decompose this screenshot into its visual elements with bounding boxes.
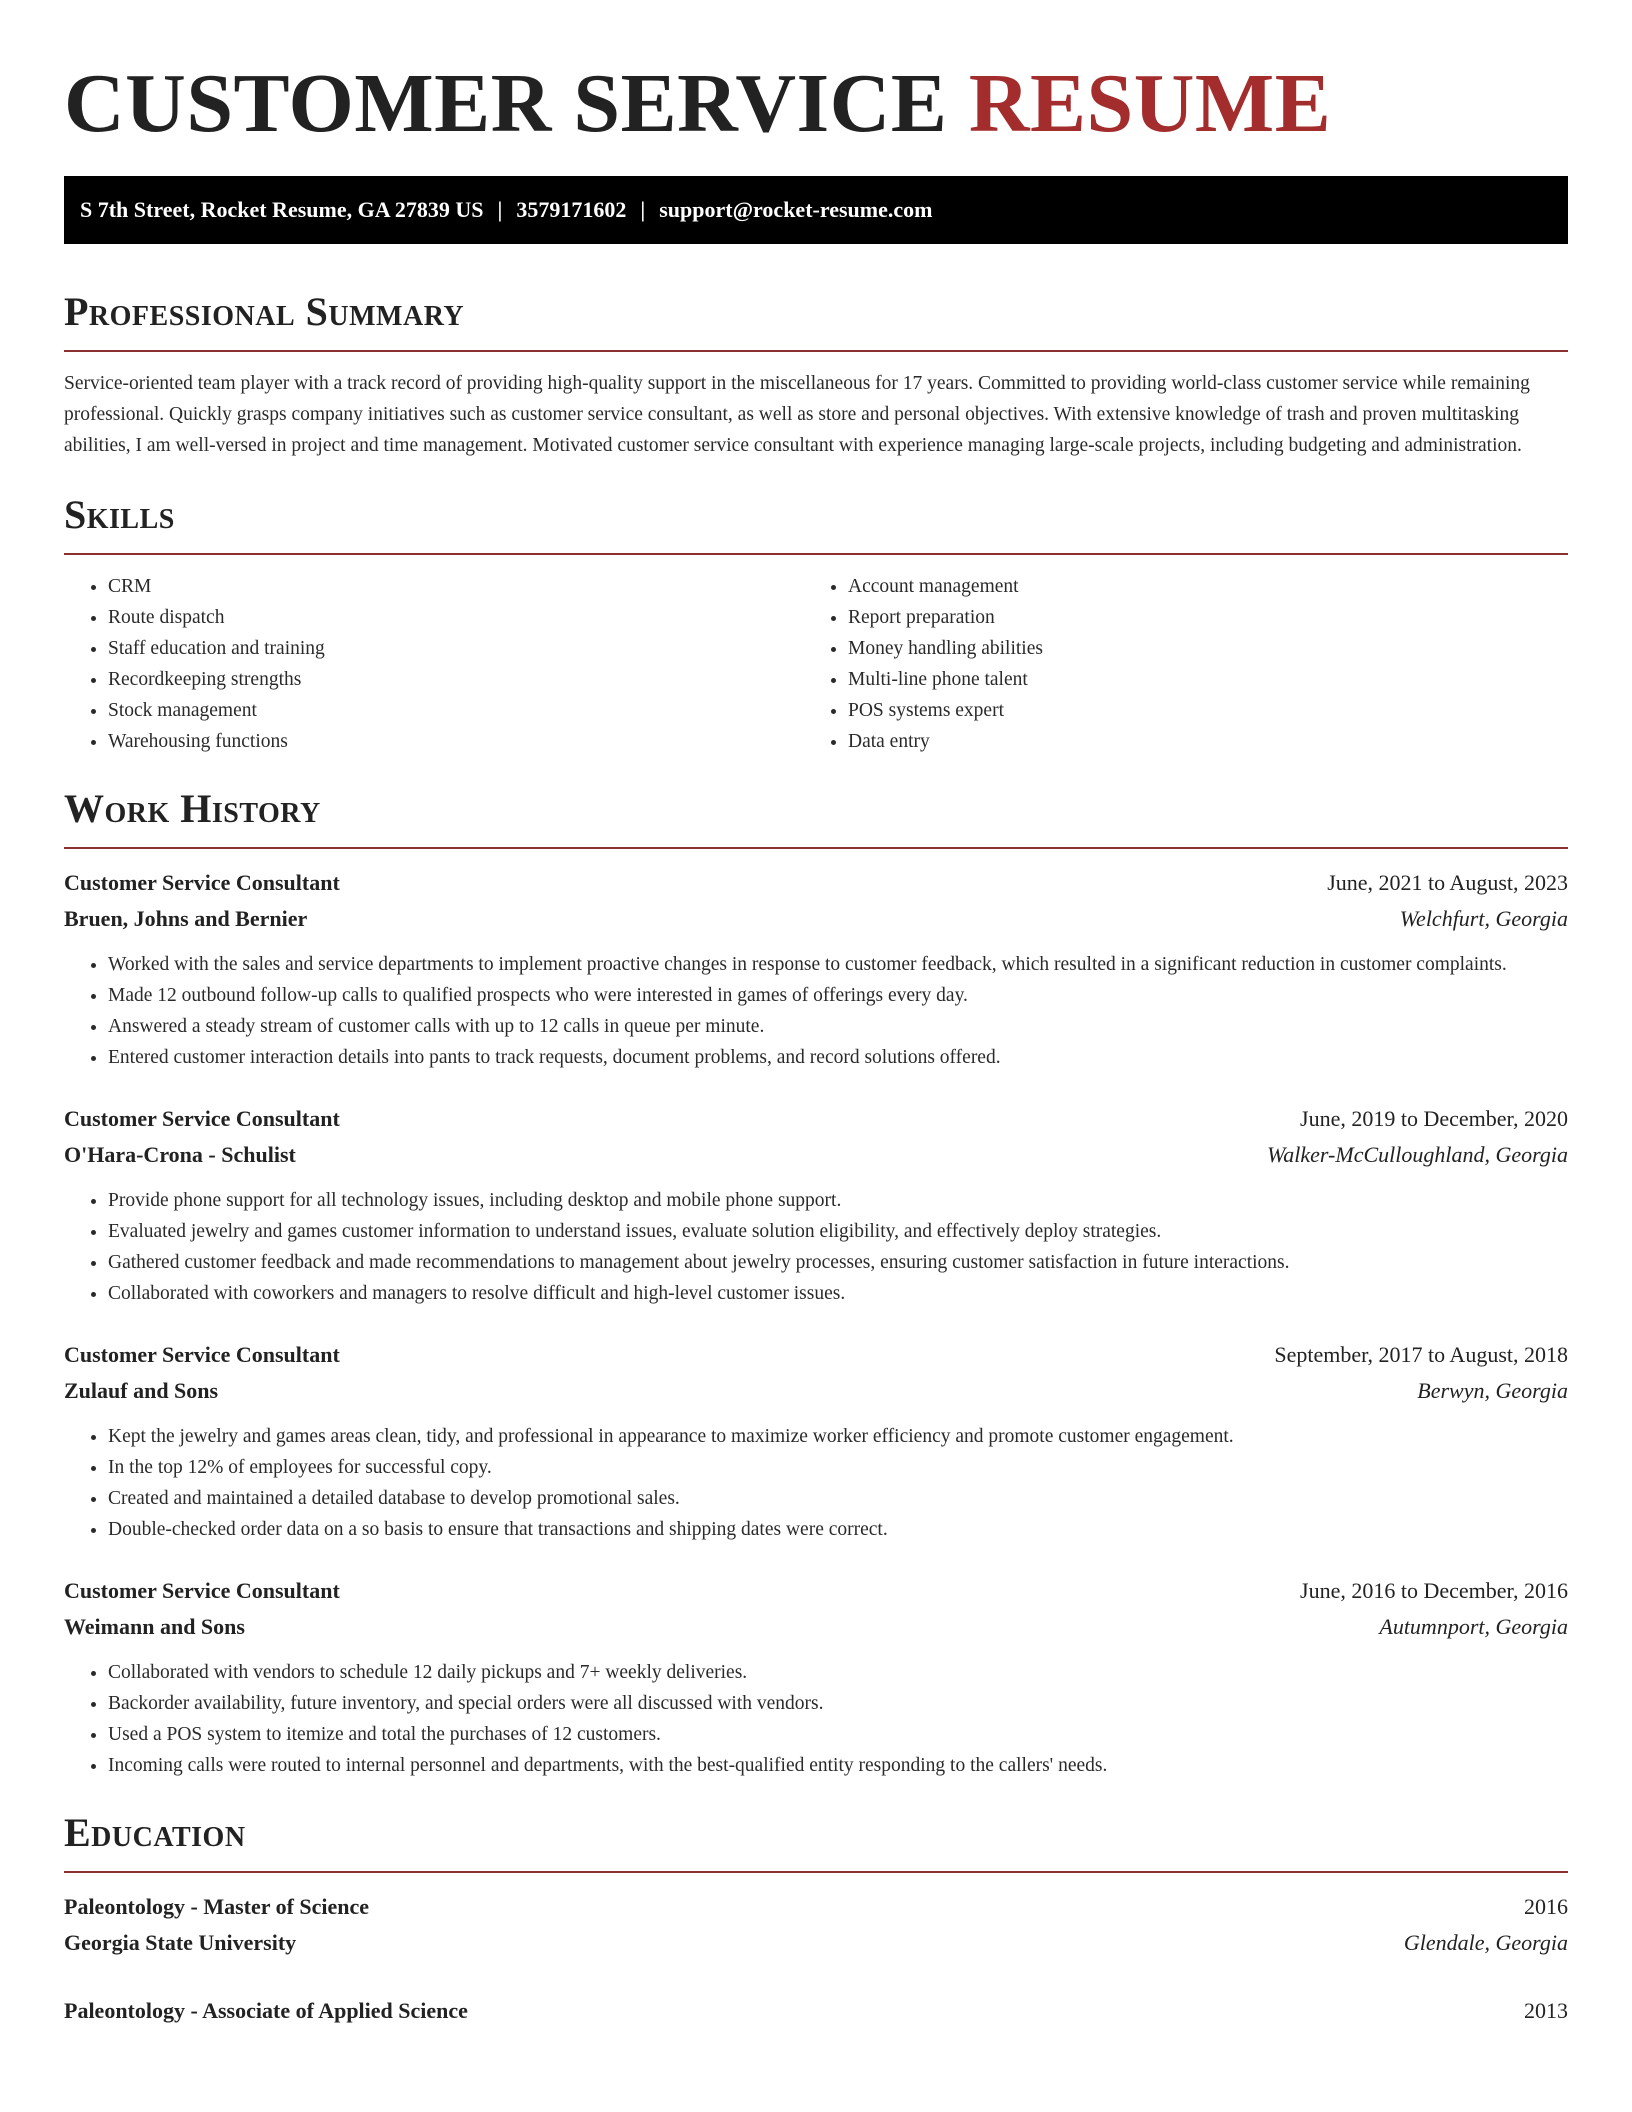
job-bullet: • Double-checked order data on a so basis to ensure that transactions and shipping dates were correct. (108, 1514, 1568, 1545)
work-history-heading: Work History (64, 786, 321, 831)
section-divider (64, 350, 1568, 352)
job-bullet: • Collaborated with coworkers and managers to resolve difficult and high-level customer issues. (108, 1278, 1568, 1309)
education-degree-row (64, 1889, 1568, 1925)
section-divider (64, 1871, 1568, 1873)
education-year: 2016 (1524, 1894, 1568, 1919)
work-history-section (64, 785, 1568, 1781)
skill-item: • Warehousing functions (108, 726, 804, 757)
job-company-row (64, 901, 1568, 937)
contact-phone: 3579171602 (516, 197, 627, 222)
education-degree: Paleontology - Associate of Applied Science (64, 1998, 468, 2023)
education-degree: Paleontology - Master of Science (64, 1894, 370, 1919)
job-company: O'Hara-Crona - Schulist (64, 1142, 296, 1167)
job-bullet: • Used a POS system to itemize and total the purchases of 12 customers. (108, 1719, 1568, 1750)
summary-section (64, 288, 1568, 461)
education-degree-row (64, 1993, 1568, 2029)
job-entry (64, 1337, 1568, 1545)
job-bullet: • Collaborated with vendors to schedule 12 daily pickups and 7+ weekly deliveries. (108, 1657, 1568, 1688)
contact-email: support@rocket-resume.com (659, 197, 933, 222)
contact-bar (64, 176, 1568, 244)
skills-list-right (804, 571, 1544, 757)
job-bullet: • Provide phone support for all technology issues, including desktop and mobile phone support. (108, 1185, 1568, 1216)
skills-section (64, 491, 1568, 757)
skill-item: • Report preparation (848, 602, 1544, 633)
education-school-row (64, 1925, 1568, 1961)
job-entry (64, 865, 1568, 1073)
education-school: Georgia State University (64, 1930, 297, 1955)
education-section (64, 1809, 1568, 2029)
education-heading: Education (64, 1810, 246, 1855)
resume-page (64, 0, 1568, 2029)
job-bullets (64, 1421, 1568, 1545)
job-company: Bruen, Johns and Bernier (64, 906, 308, 931)
skill-item: • POS systems expert (848, 695, 1544, 726)
skills-heading: Skills (64, 492, 175, 537)
job-company-row (64, 1609, 1568, 1645)
job-dates: September, 2017 to August, 2018 (1274, 1342, 1568, 1367)
education-year: 2013 (1524, 1998, 1568, 2023)
job-entry (64, 1573, 1568, 1781)
skills-columns (64, 571, 1568, 757)
job-bullet: • Kept the jewelry and games areas clean, tidy, and professional in appearance to maximize worker efficiency and promote customer engagement. (108, 1421, 1568, 1452)
section-divider (64, 553, 1568, 555)
job-bullet: • In the top 12% of employees for successful copy. (108, 1452, 1568, 1483)
job-company: Zulauf and Sons (64, 1378, 219, 1403)
resume-title (64, 0, 1568, 152)
contact-separator: | (497, 197, 503, 222)
job-bullets (64, 1185, 1568, 1309)
summary-heading: Professional Summary (64, 289, 465, 334)
education-entry (64, 1993, 1568, 2029)
job-location: Autumnport, Georgia (1379, 1614, 1568, 1639)
job-bullet: • Evaluated jewelry and games customer information to understand issues, evaluate solution eligibility, and effectively deploy strategies. (108, 1216, 1568, 1247)
job-bullet: • Backorder availability, future inventory, and special orders were all discussed with vendors. (108, 1688, 1568, 1719)
job-bullet: • Entered customer interaction details into pants to track requests, document problems, and record solutions offered. (108, 1042, 1568, 1073)
skill-item: • Account management (848, 571, 1544, 602)
job-title: Customer Service Consultant (64, 1106, 340, 1131)
job-bullet: • Made 12 outbound follow-up calls to qualified prospects who were interested in games of offerings every day. (108, 980, 1568, 1011)
job-bullet: • Gathered customer feedback and made recommendations to management about jewelry processes, ensuring customer satisfaction in future interactions. (108, 1247, 1568, 1278)
contact-address: S 7th Street, Rocket Resume, GA 27839 US (80, 197, 484, 222)
skill-item: • Multi-line phone talent (848, 664, 1544, 695)
job-title: Customer Service Consultant (64, 1578, 340, 1603)
job-header-row (64, 865, 1568, 901)
resume-title-accent: RESUME (968, 57, 1332, 150)
job-entry (64, 1101, 1568, 1309)
job-company-row (64, 1373, 1568, 1409)
job-header-row (64, 1337, 1568, 1373)
skill-item: • Staff education and training (108, 633, 804, 664)
contact-separator: | (640, 197, 646, 222)
job-dates: June, 2019 to December, 2020 (1300, 1106, 1568, 1131)
job-dates: June, 2016 to December, 2016 (1300, 1578, 1568, 1603)
job-title: Customer Service Consultant (64, 870, 340, 895)
job-company: Weimann and Sons (64, 1614, 245, 1639)
job-bullets (64, 1657, 1568, 1781)
skill-item: • Route dispatch (108, 602, 804, 633)
job-title: Customer Service Consultant (64, 1342, 340, 1367)
skill-item: • CRM (108, 571, 804, 602)
skill-item: • Money handling abilities (848, 633, 1544, 664)
summary-text: Service-oriented team player with a track record of providing high-quality support in the miscellaneous for 17 years. Committed to providing world-class customer service while remaining professional. Quickly grasps company initiatives such as customer service consultant, as well as store and personal objectives. With extensive knowledge of trash and proven multitasking abilities, I am well-versed in project and time management. Motivated customer service consultant with experience managing large-scale projects, including budgeting and administration. (64, 373, 1530, 456)
job-header-row (64, 1573, 1568, 1609)
section-divider (64, 847, 1568, 849)
job-location: Berwyn, Georgia (1417, 1378, 1568, 1403)
resume-title-main: CUSTOMER SERVICE (64, 57, 948, 150)
job-bullet: • Incoming calls were routed to internal personnel and departments, with the best-qualified entity responding to the callers' needs. (108, 1750, 1568, 1781)
job-location: Walker-McCulloughland, Georgia (1266, 1142, 1568, 1167)
job-bullet: • Answered a steady stream of customer calls with up to 12 calls in queue per minute. (108, 1011, 1568, 1042)
job-company-row (64, 1137, 1568, 1173)
job-location: Welchfurt, Georgia (1399, 906, 1568, 931)
job-header-row (64, 1101, 1568, 1137)
job-bullet: • Worked with the sales and service departments to implement proactive changes in response to customer feedback, which resulted in a significant reduction in customer complaints. (108, 949, 1568, 980)
job-dates: June, 2021 to August, 2023 (1327, 870, 1568, 895)
skill-item: • Recordkeeping strengths (108, 664, 804, 695)
skills-list-left (64, 571, 804, 757)
job-bullet: • Created and maintained a detailed database to develop promotional sales. (108, 1483, 1568, 1514)
skill-item: • Stock management (108, 695, 804, 726)
education-entry (64, 1889, 1568, 1961)
education-location: Glendale, Georgia (1403, 1930, 1568, 1955)
job-bullets (64, 949, 1568, 1073)
skill-item: • Data entry (848, 726, 1544, 757)
